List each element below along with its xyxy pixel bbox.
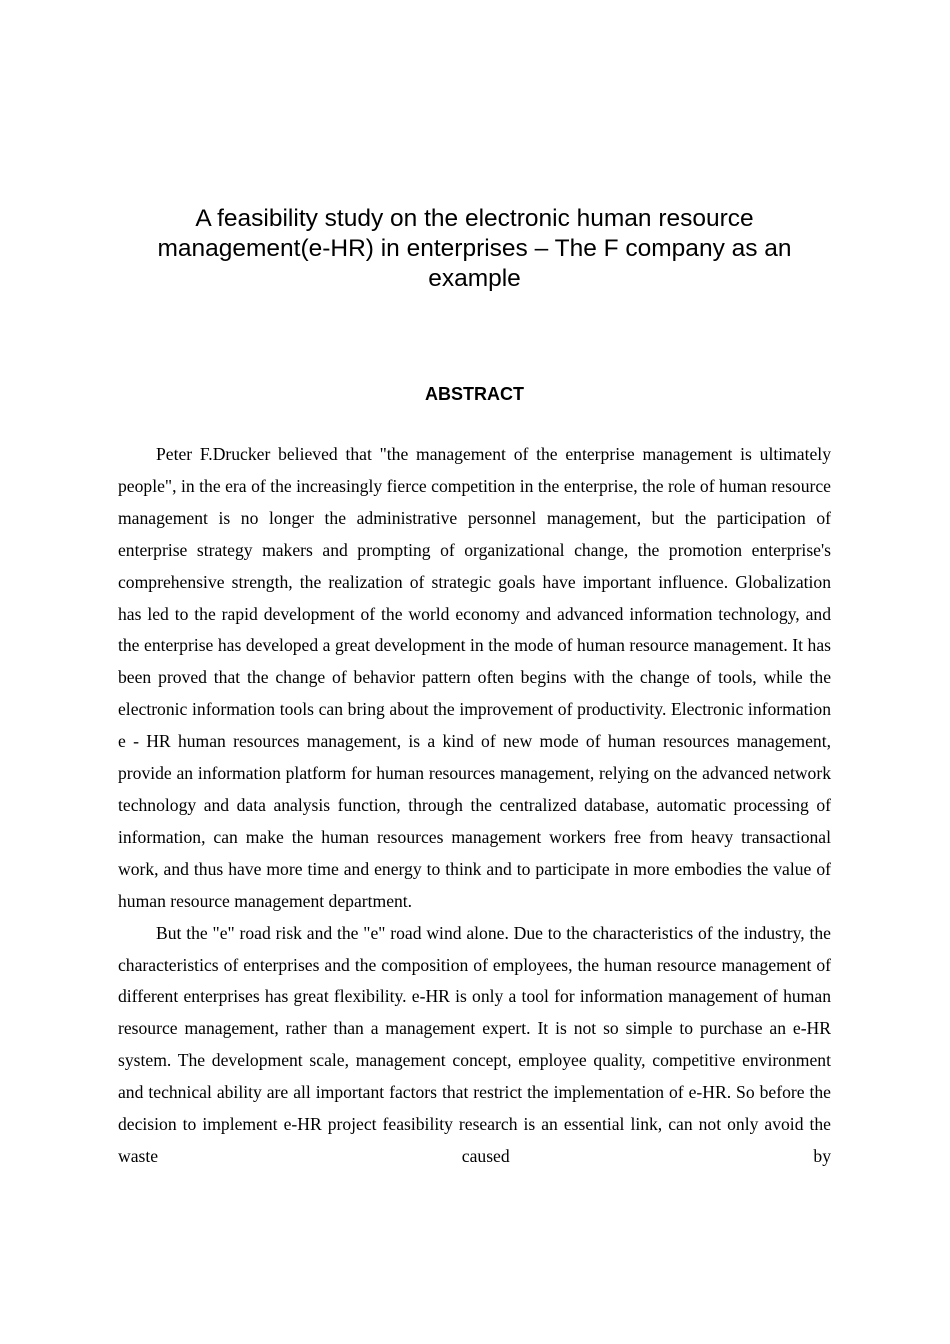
- abstract-body: [118, 439, 831, 1173]
- abstract-paragraph-2: But the "e" road risk and the "e" road wind alone. Due to the characteristics of the industry, the characteristics of enterprises and the composition of employees, the human resource management of different enterprises has great flexibility. e-HR is only a tool for information management of human resource management, rather than a management expert. It is not so simple to purchase an e-HR system. The development scale, management concept, employee quality, competitive environment and technical ability are all important factors that restrict the implementation of e-HR. So before the decision to implement e-HR project feasibility research is an essential link, can not only avoid the waste caused by: [118, 922, 831, 1166]
- document-title: A feasibility study on the electronic human resource management(e-HR) in enterprises – The F company as an example: [157, 205, 792, 292]
- abstract-heading: ABSTRACT: [425, 384, 524, 404]
- abstract-paragraph-1: Peter F.Drucker believed that "the management of the enterprise management is ultimately people", in the era of the increasingly fierce competition in the enterprise, the role of human resource management is no longer the administrative personnel management, but the participation of enterprise strategy makers and prompting of organizational change, the promotion enterprise's comprehensive strength, the realization of strategic goals have important influence. Globalization has led to the rapid development of the world economy and advanced information technology, and the enterprise has developed a great development in the mode of human resource management. It has been proved that the change of behavior pattern often begins with the change of tools, while the electronic information tools can bring about the improvement of productivity. Electronic information e - HR human resources management, is a kind of new mode of human resources management, provide an information platform for human resources management, relying on the advanced network technology and data analysis function, through the centralized database, automatic processing of information, can make the human resources management workers free from heavy transactional work, and thus have more time and energy to think and to participate in more embodies the value of human resource management department.: [118, 444, 831, 911]
